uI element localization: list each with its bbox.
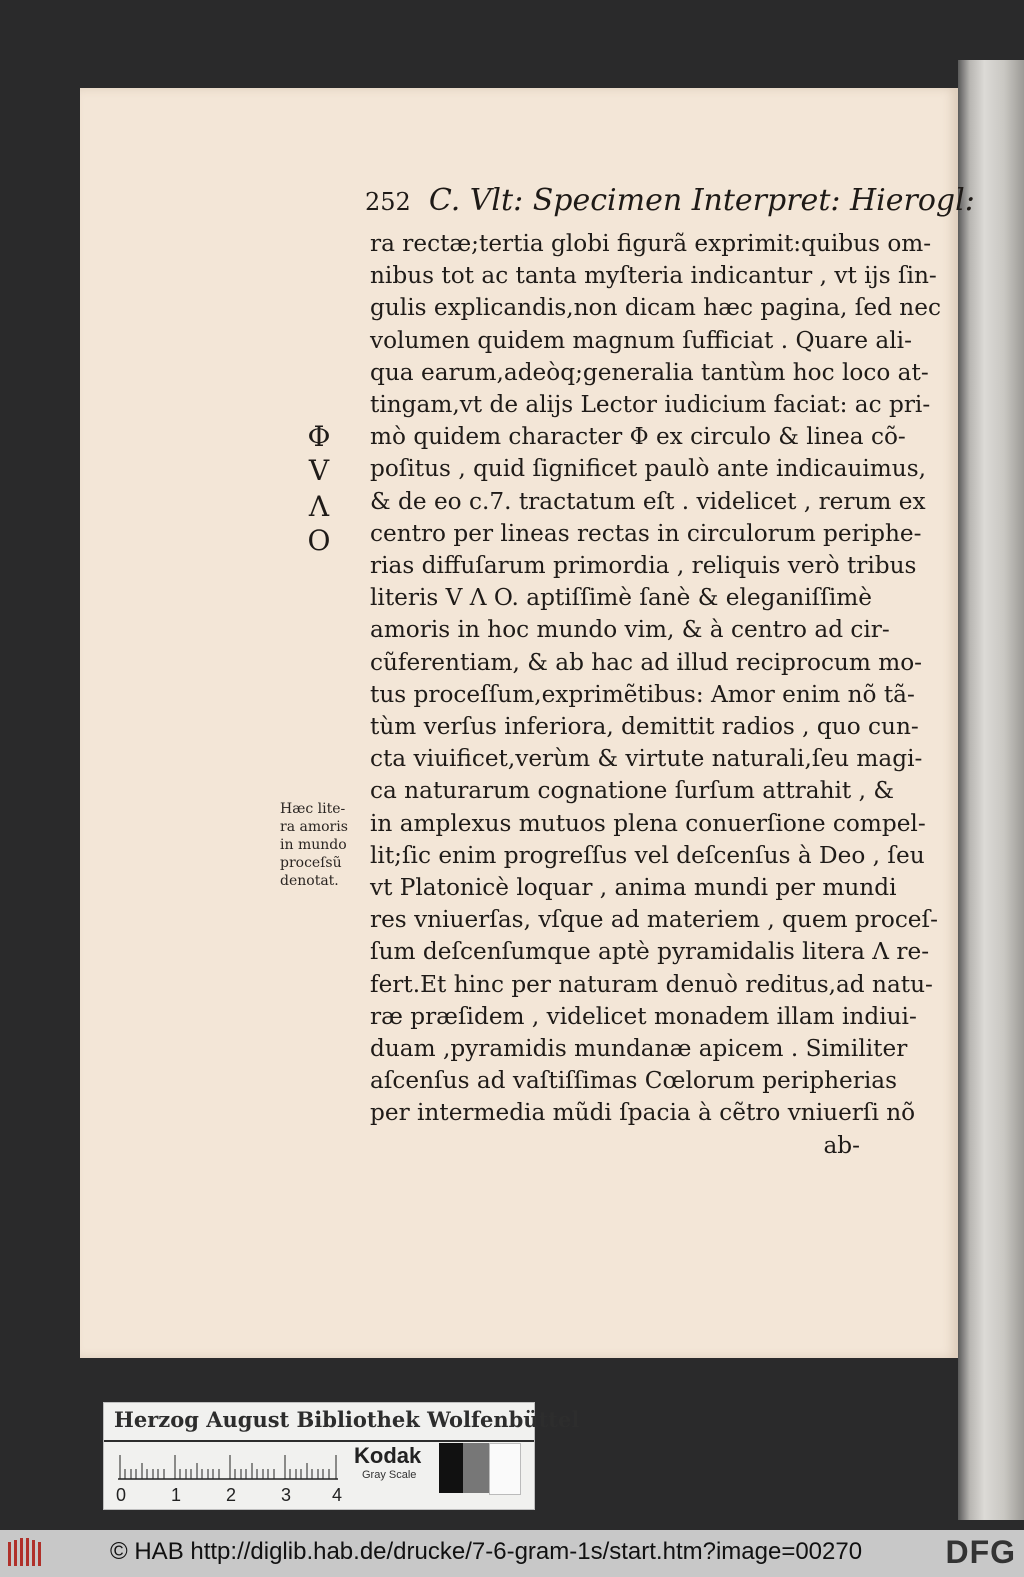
body-text [370,228,941,1162]
margin-note-line: denotat. [280,873,339,889]
margin-note-line: Hæc lite- [280,801,346,817]
catchword: ab- [823,1131,860,1159]
gray-swatch [463,1443,489,1493]
ruler-number: 1 [171,1485,182,1505]
text-line: tingam,vt de alijs Lector iudicium faciat: ac pri- [370,391,931,419]
gray-scale-label: Gray Scale [362,1469,417,1481]
text-line: fert.Et hinc per naturam denuò reditus,ad natu- [370,970,933,998]
library-name: Herzog August Bibliothek Wolfenbüttel [114,1407,580,1432]
text-line: res vniuerſas, vſque ad materiem , quem proceſ- [370,906,938,934]
text-line: literis V Λ O. aptiſſimè ſanè & eleganiſſimè [370,584,872,612]
margin-note-line: ra amoris [280,819,348,835]
white-swatch [489,1443,521,1495]
text-line: tus proceſſum,exprimẽtibus: Amor enim nõ tã- [370,680,915,708]
margin-symbol-phi: Φ [307,420,331,453]
text-line: ræ præſidem , videlicet monadem illam indiui- [370,1002,917,1030]
ruler-number: 2 [226,1485,237,1505]
dfg-logo: DFG [945,1534,1016,1570]
page-header [365,183,975,223]
text-line: centro per lineas rectas in circulorum periphe- [370,519,922,547]
margin-note [280,800,360,890]
margin-symbol-v: V [308,454,330,487]
text-line: vt Platonicè loquar , anima mundi per mundi [370,874,897,902]
text-line: per intermedia mũdi ſpacia à cẽtro vniuerſi nõ [370,1099,916,1127]
text-line: tùm verſus inferiora, demittit radios , quo cun- [370,713,919,741]
text-line: ca naturarum cognatione ſurſum attrahit , & [370,777,895,805]
page-number: 252 [365,188,411,216]
text-line: volumen quidem magnum ſufficiat . Quare ali- [370,326,912,354]
text-line: mò quidem character Φ ex circulo & linea cõ- [370,423,906,451]
text-line: & de eo c.7. tractatum eſt . videlicet , rerum ex [370,487,926,515]
text-line: in amplexus mutuos plena conuerſione compel- [370,809,926,837]
adjacent-page-edge [958,60,1024,1520]
running-title: C. Vlt: Specimen Interpret: Hierogl: [428,183,975,218]
text-line: aſcenſus ad vaſtiſſimas Cœlorum peripherias [370,1067,897,1095]
ruler-number: 0 [116,1485,127,1505]
ruler-number: 4 [332,1485,343,1505]
color-calibration-plate [103,1402,580,1510]
hab-logo-icon [6,1536,46,1570]
text-line: nibus tot ac tanta myſteria indicantur , vt ijs ſin- [370,262,937,290]
footer-bar [0,1530,1024,1577]
margin-symbol-lambda: Λ [308,490,330,523]
ruler-scale [118,1451,338,1481]
text-line: gulis explicandis,non dicam hæc pagina, ſed nec [370,294,941,322]
text-line: cũferentiam, & ab hac ad illud reciprocum mo- [370,648,923,676]
text-line: duam ,pyramidis mundanæ apicem . Similiter [370,1035,908,1063]
margin-note-line: in mundo [280,837,347,853]
margin-symbol-o: O [307,524,331,557]
kodak-logo: Kodak [354,1443,422,1468]
ruler-number: 3 [281,1485,292,1505]
text-line: qua earum,adeòq;generalia tantùm hoc loco at- [370,358,929,386]
text-line: ſum deſcenſumque aptè pyramidalis litera Λ re- [370,938,930,966]
text-line: rias diffuſarum primordia , reliquis verò tribus [370,552,917,580]
text-line: poſitus , quid ſignificet paulò ante indicauimus, [370,455,927,483]
text-line: lit;ſic enim progreſſus vel deſcenſus à Deo , ſeu [370,841,925,869]
text-line: cta viuificet,verùm & virtute naturali,ſeu magi- [370,745,923,773]
text-line: ra rectæ;tertia globi figurã exprimit:quibus om- [370,230,932,257]
ruler-numbers [114,1485,344,1505]
plate-divider [104,1440,534,1442]
margin-note-line: proceſsũ [280,855,342,871]
text-line: amoris in hoc mundo vim, & à centro ad cir- [370,616,890,644]
copyright-url[interactable]: © HAB http://diglib.hab.de/drucke/7-6-gram-1s/start.htm?image=00270 [110,1538,863,1565]
black-swatch [439,1443,463,1493]
